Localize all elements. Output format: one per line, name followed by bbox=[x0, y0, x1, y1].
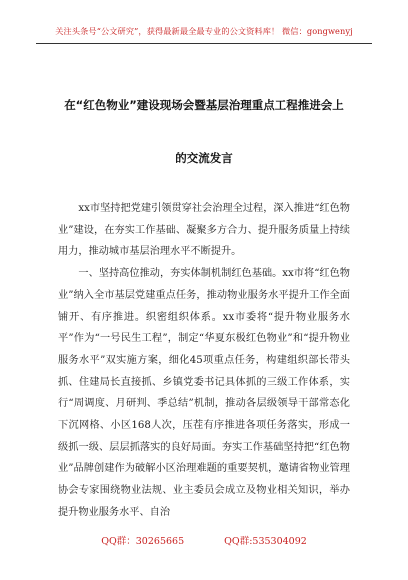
footer-qq-group-1: QQ群：30265665 bbox=[101, 536, 185, 547]
header-promo-note: 关注头条号“公文研究”，获得最新最全最专业的公文资料库！ 微信：gongwenyj bbox=[55, 26, 353, 36]
footer-qq-group-2: QQ群:535304092 bbox=[224, 536, 307, 547]
document-title-line-2: 的交流发言 bbox=[175, 151, 233, 165]
header-divider bbox=[36, 43, 372, 44]
footer-contact bbox=[0, 533, 408, 547]
document-body bbox=[58, 198, 350, 524]
document-title-line-1: 在“红色物业”建设现场会暨基层治理重点工程推进会上 bbox=[64, 98, 344, 112]
body-paragraph-2: 一、坚持高位推动，夯实体制机制红色基础。xx市将“红色物业”纳入全市基层党建重点任务，推动物业服务水平提升工作全面铺开、有序推进。织密组织体系。xx市委将“提升物业服务水平”作为“一号民生工程”，制定“华夏东极红色物业”和“提升物业服务水平”双实施方案，细化45项重点任务，构建组织部长带头抓、住建局长直接抓、乡镇党委书记具体抓的三级工作体系，实行“周调度、月研判、季总结”机制，推动各层级领导干部常态化下沉网格、小区168人次，压茬有序推进各项任务落实，形成一级抓一级、层层抓落实的良好局面。夯实工作基础坚持把“红色物业”品牌创建作为破解小区治理难题的重要契机，邀请省物业管理协会专家围绕物业法规、业主委员会成立及物业相关知识，举办提升物业服务水平、自治 bbox=[58, 268, 350, 518]
body-paragraph-1: xx市坚持把党建引领贯穿社会治理全过程，深入推进“红色物业”建设，在夯实工作基础、凝聚多方合力、提升服务质量上持续用力，推动城市基层治理水平不断提升。 bbox=[58, 203, 350, 258]
